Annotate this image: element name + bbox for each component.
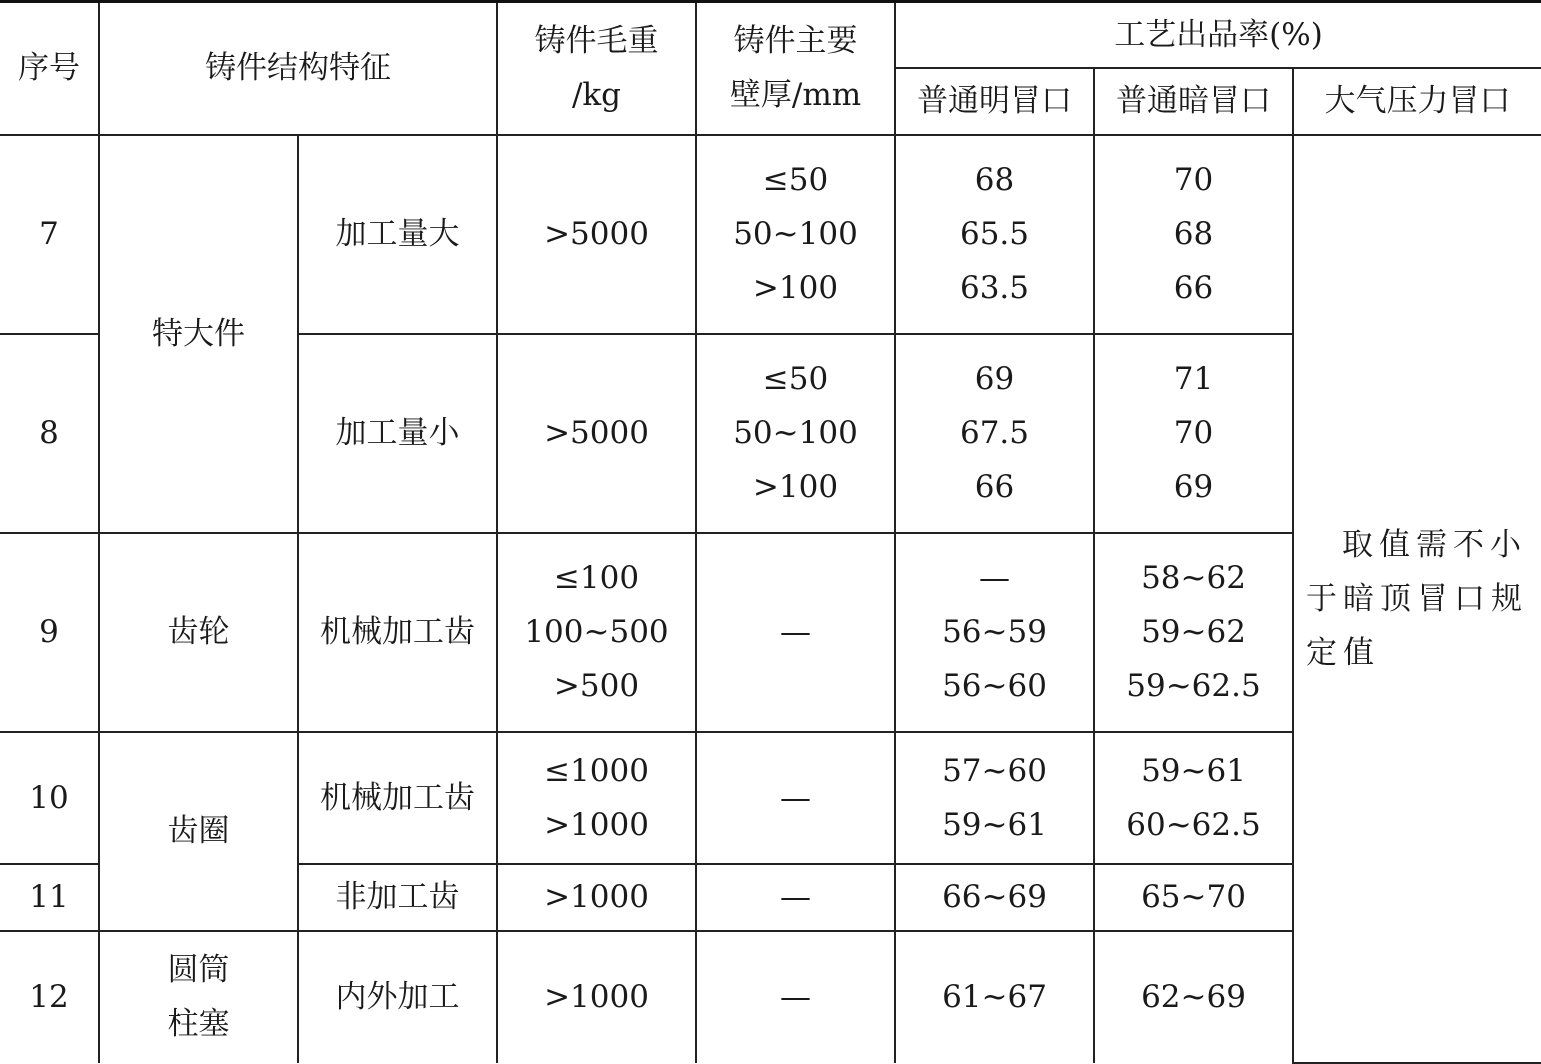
blind-riser-cell <box>1094 533 1293 732</box>
blind-riser-cell <box>1094 732 1293 864</box>
wall-value: — <box>780 779 811 816</box>
open-riser-value: 63.5 <box>959 270 1030 306</box>
header-wall-line1: 铸件主要 <box>733 23 858 60</box>
header-yield-group: 工艺出品率(%) <box>895 2 1541 68</box>
open-riser-value: 56~60 <box>942 668 1047 704</box>
category-cell <box>99 931 298 1063</box>
open-riser-value: 67.5 <box>959 415 1030 451</box>
open-riser-cell <box>895 732 1094 864</box>
header-open-riser: 普通明冒口 <box>895 68 1094 135</box>
wall-value: 50~100 <box>733 216 858 252</box>
category-cell: 齿圈 <box>99 732 298 931</box>
open-riser-value: 56~59 <box>942 614 1047 650</box>
blind-riser-value: 71 <box>1173 361 1214 397</box>
header-blind-riser: 普通暗冒口 <box>1094 68 1293 135</box>
header-weight-line1: 铸件毛重 <box>534 23 659 60</box>
wall-cell <box>696 533 895 732</box>
blind-riser-value: 62~69 <box>1141 979 1246 1015</box>
open-riser-value: 65.5 <box>959 216 1030 252</box>
atm-riser-note: 取值需不小于暗顶冒口规定值 <box>1306 526 1528 671</box>
open-riser-value: — <box>979 560 1010 596</box>
weight-value: >500 <box>553 668 640 704</box>
weight-cell <box>497 931 696 1063</box>
wall-value: >100 <box>752 469 839 505</box>
open-riser-value: 69 <box>974 361 1015 397</box>
open-riser-cell <box>895 135 1094 334</box>
wall-cell <box>696 931 895 1063</box>
weight-cell <box>497 334 696 533</box>
wall-value: 50~100 <box>733 415 858 451</box>
blind-riser-value: 70 <box>1173 415 1214 451</box>
header-weight-line2: /kg <box>571 77 622 114</box>
open-riser-value: 57~60 <box>942 752 1047 789</box>
wall-cell <box>696 334 895 533</box>
open-riser-value: 66 <box>974 469 1015 505</box>
blind-riser-value: 69 <box>1173 469 1214 505</box>
sub-category-cell: 机械加工齿 <box>298 732 497 864</box>
blind-riser-value: 70 <box>1173 162 1214 198</box>
seq-cell: 10 <box>0 732 99 864</box>
open-riser-value: 66~69 <box>942 879 1047 915</box>
wall-value: — <box>780 879 811 915</box>
blind-riser-cell <box>1094 931 1293 1063</box>
category-line: 圆筒 <box>167 952 230 988</box>
blind-riser-value: 68 <box>1173 216 1214 252</box>
wall-cell <box>696 864 895 931</box>
blind-riser-cell <box>1094 864 1293 931</box>
header-weight <box>497 2 696 135</box>
header-wall-line2: 壁厚/mm <box>729 77 862 114</box>
wall-value: ≤50 <box>762 162 829 198</box>
seq-cell: 9 <box>0 533 99 732</box>
blind-riser-value: 66 <box>1173 270 1214 306</box>
open-riser-value: 61~67 <box>942 979 1047 1015</box>
seq-cell: 11 <box>0 864 99 931</box>
sub-category-cell: 内外加工 <box>298 931 497 1063</box>
sub-category-cell: 加工量小 <box>298 334 497 533</box>
category-cell: 特大件 <box>99 135 298 533</box>
seq-cell: 8 <box>0 334 99 533</box>
header-structure: 铸件结构特征 <box>99 2 497 135</box>
header-wall <box>696 2 895 135</box>
weight-value: >1000 <box>544 979 649 1015</box>
weight-value: >5000 <box>544 415 649 451</box>
sub-category-cell: 机械加工齿 <box>298 533 497 732</box>
blind-riser-value: 65~70 <box>1141 879 1246 915</box>
weight-cell <box>497 732 696 864</box>
weight-value: >1000 <box>544 806 649 843</box>
weight-value: >1000 <box>544 879 649 915</box>
blind-riser-value: 58~62 <box>1141 560 1246 596</box>
blind-riser-value: 59~62 <box>1141 614 1246 650</box>
weight-cell <box>497 864 696 931</box>
blind-riser-value: 59~61 <box>1141 752 1246 789</box>
seq-cell: 12 <box>0 931 99 1063</box>
category-line: 柱塞 <box>167 1006 230 1042</box>
table-row <box>0 135 1541 334</box>
open-riser-cell <box>895 864 1094 931</box>
blind-riser-cell <box>1094 135 1293 334</box>
weight-value: ≤100 <box>553 560 640 596</box>
open-riser-value: 59~61 <box>942 806 1047 843</box>
wall-cell <box>696 135 895 334</box>
weight-value: 100~500 <box>524 614 669 650</box>
blind-riser-cell <box>1094 334 1293 533</box>
wall-value: — <box>780 614 811 650</box>
weight-cell <box>497 533 696 732</box>
weight-value: >5000 <box>544 216 649 252</box>
wall-cell <box>696 732 895 864</box>
blind-riser-value: 60~62.5 <box>1126 806 1261 843</box>
seq-cell: 7 <box>0 135 99 334</box>
wall-value: >100 <box>752 270 839 306</box>
open-riser-cell <box>895 334 1094 533</box>
weight-value: ≤1000 <box>544 752 649 789</box>
atm-riser-note-cell <box>1293 135 1541 1063</box>
open-riser-cell <box>895 533 1094 732</box>
header-seq: 序号 <box>0 2 99 135</box>
sub-category-cell: 加工量大 <box>298 135 497 334</box>
open-riser-value: 68 <box>974 162 1015 198</box>
category-cell: 齿轮 <box>99 533 298 732</box>
wall-value: — <box>780 979 811 1015</box>
header-atm-riser: 大气压力冒口 <box>1293 68 1541 135</box>
open-riser-cell <box>895 931 1094 1063</box>
wall-value: ≤50 <box>762 361 829 397</box>
sub-category-cell: 非加工齿 <box>298 864 497 931</box>
weight-cell <box>497 135 696 334</box>
blind-riser-value: 59~62.5 <box>1126 668 1261 704</box>
